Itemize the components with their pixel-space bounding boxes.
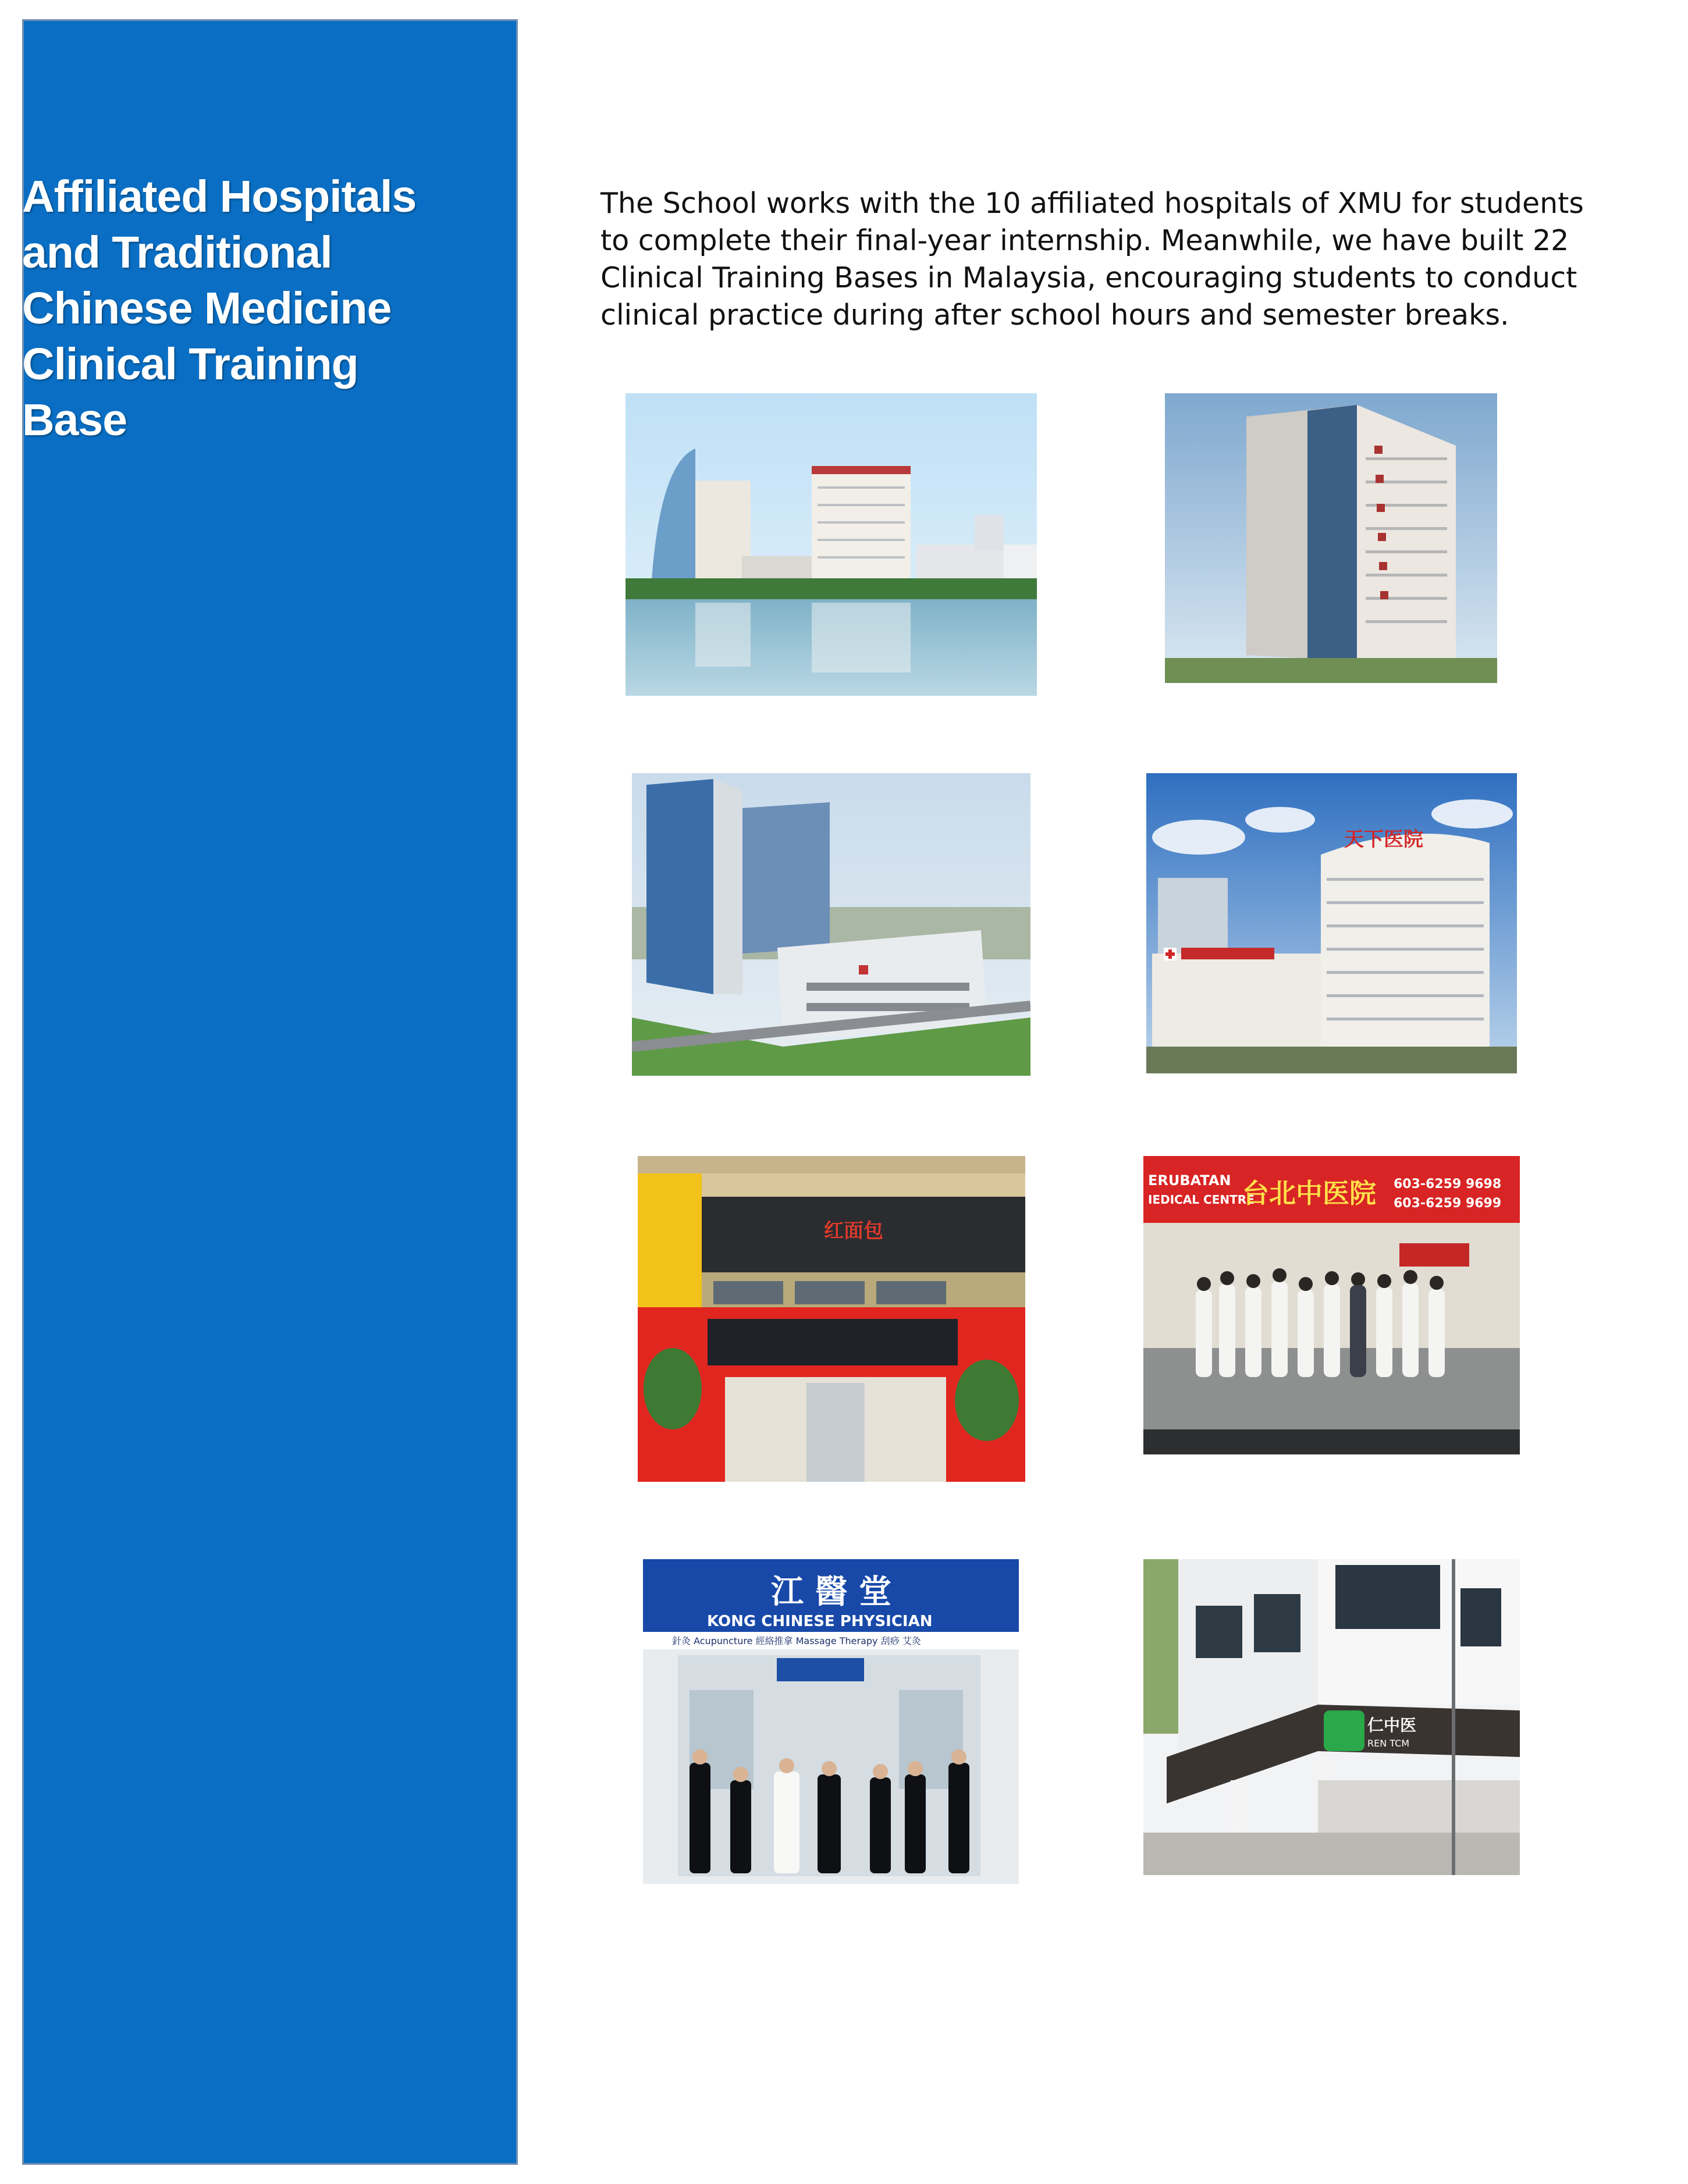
- photo5-sign-text: 红面包: [824, 1219, 883, 1243]
- photo7-sign-cn: 江 醫 堂: [771, 1573, 891, 1611]
- photo6-phone1: 603-6259 9698: [1394, 1177, 1502, 1191]
- photo-tall-hospital-tower: [1165, 393, 1497, 683]
- photo8-sign: 仁中医: [1367, 1716, 1417, 1735]
- photo6-sign-en-line1: ERUBATAN: [1148, 1172, 1231, 1189]
- photo-kong-chinese-physician: [643, 1559, 1019, 1884]
- photo-ren-tcm-building: [1143, 1559, 1520, 1875]
- sidebar-title: Affiliated Hospitals and Traditional Chinese Medicine Clinical Training Base: [22, 172, 417, 445]
- photo-red-shopfront-clinic: [638, 1156, 1025, 1482]
- photo7-sign-en: KONG CHINESE PHYSICIAN: [707, 1613, 933, 1630]
- photo-waterfront-hospital: [626, 393, 1037, 696]
- photo-taipei-tcm-group: [1143, 1156, 1520, 1454]
- photo6-sign-cn: 台北中医院: [1242, 1178, 1376, 1209]
- photo6-sign-en-line2: IEDICAL CENTRE: [1148, 1193, 1255, 1207]
- photo-curved-hospital-tower: [1146, 773, 1517, 1073]
- photo6-phone2: 603-6259 9699: [1394, 1196, 1502, 1211]
- photo4-sign-text: 天下医院: [1344, 828, 1423, 851]
- photo8-sign-sub: REN TCM: [1367, 1738, 1410, 1749]
- intro-paragraph: The School works with the 10 affiliated hospitals of XMU for students to complete their final-year internship. Meanwhile, we have built 22 Clinical Training Bases in Malaysia, encouraging students to conduct clinical practice during after school hours and semester breaks.: [600, 187, 1584, 332]
- photo7-services: 針灸 Acupuncture 經絡推拿 Massage Therapy 刮痧 艾灸: [672, 1635, 921, 1646]
- photo-hospital-campus: [632, 773, 1030, 1076]
